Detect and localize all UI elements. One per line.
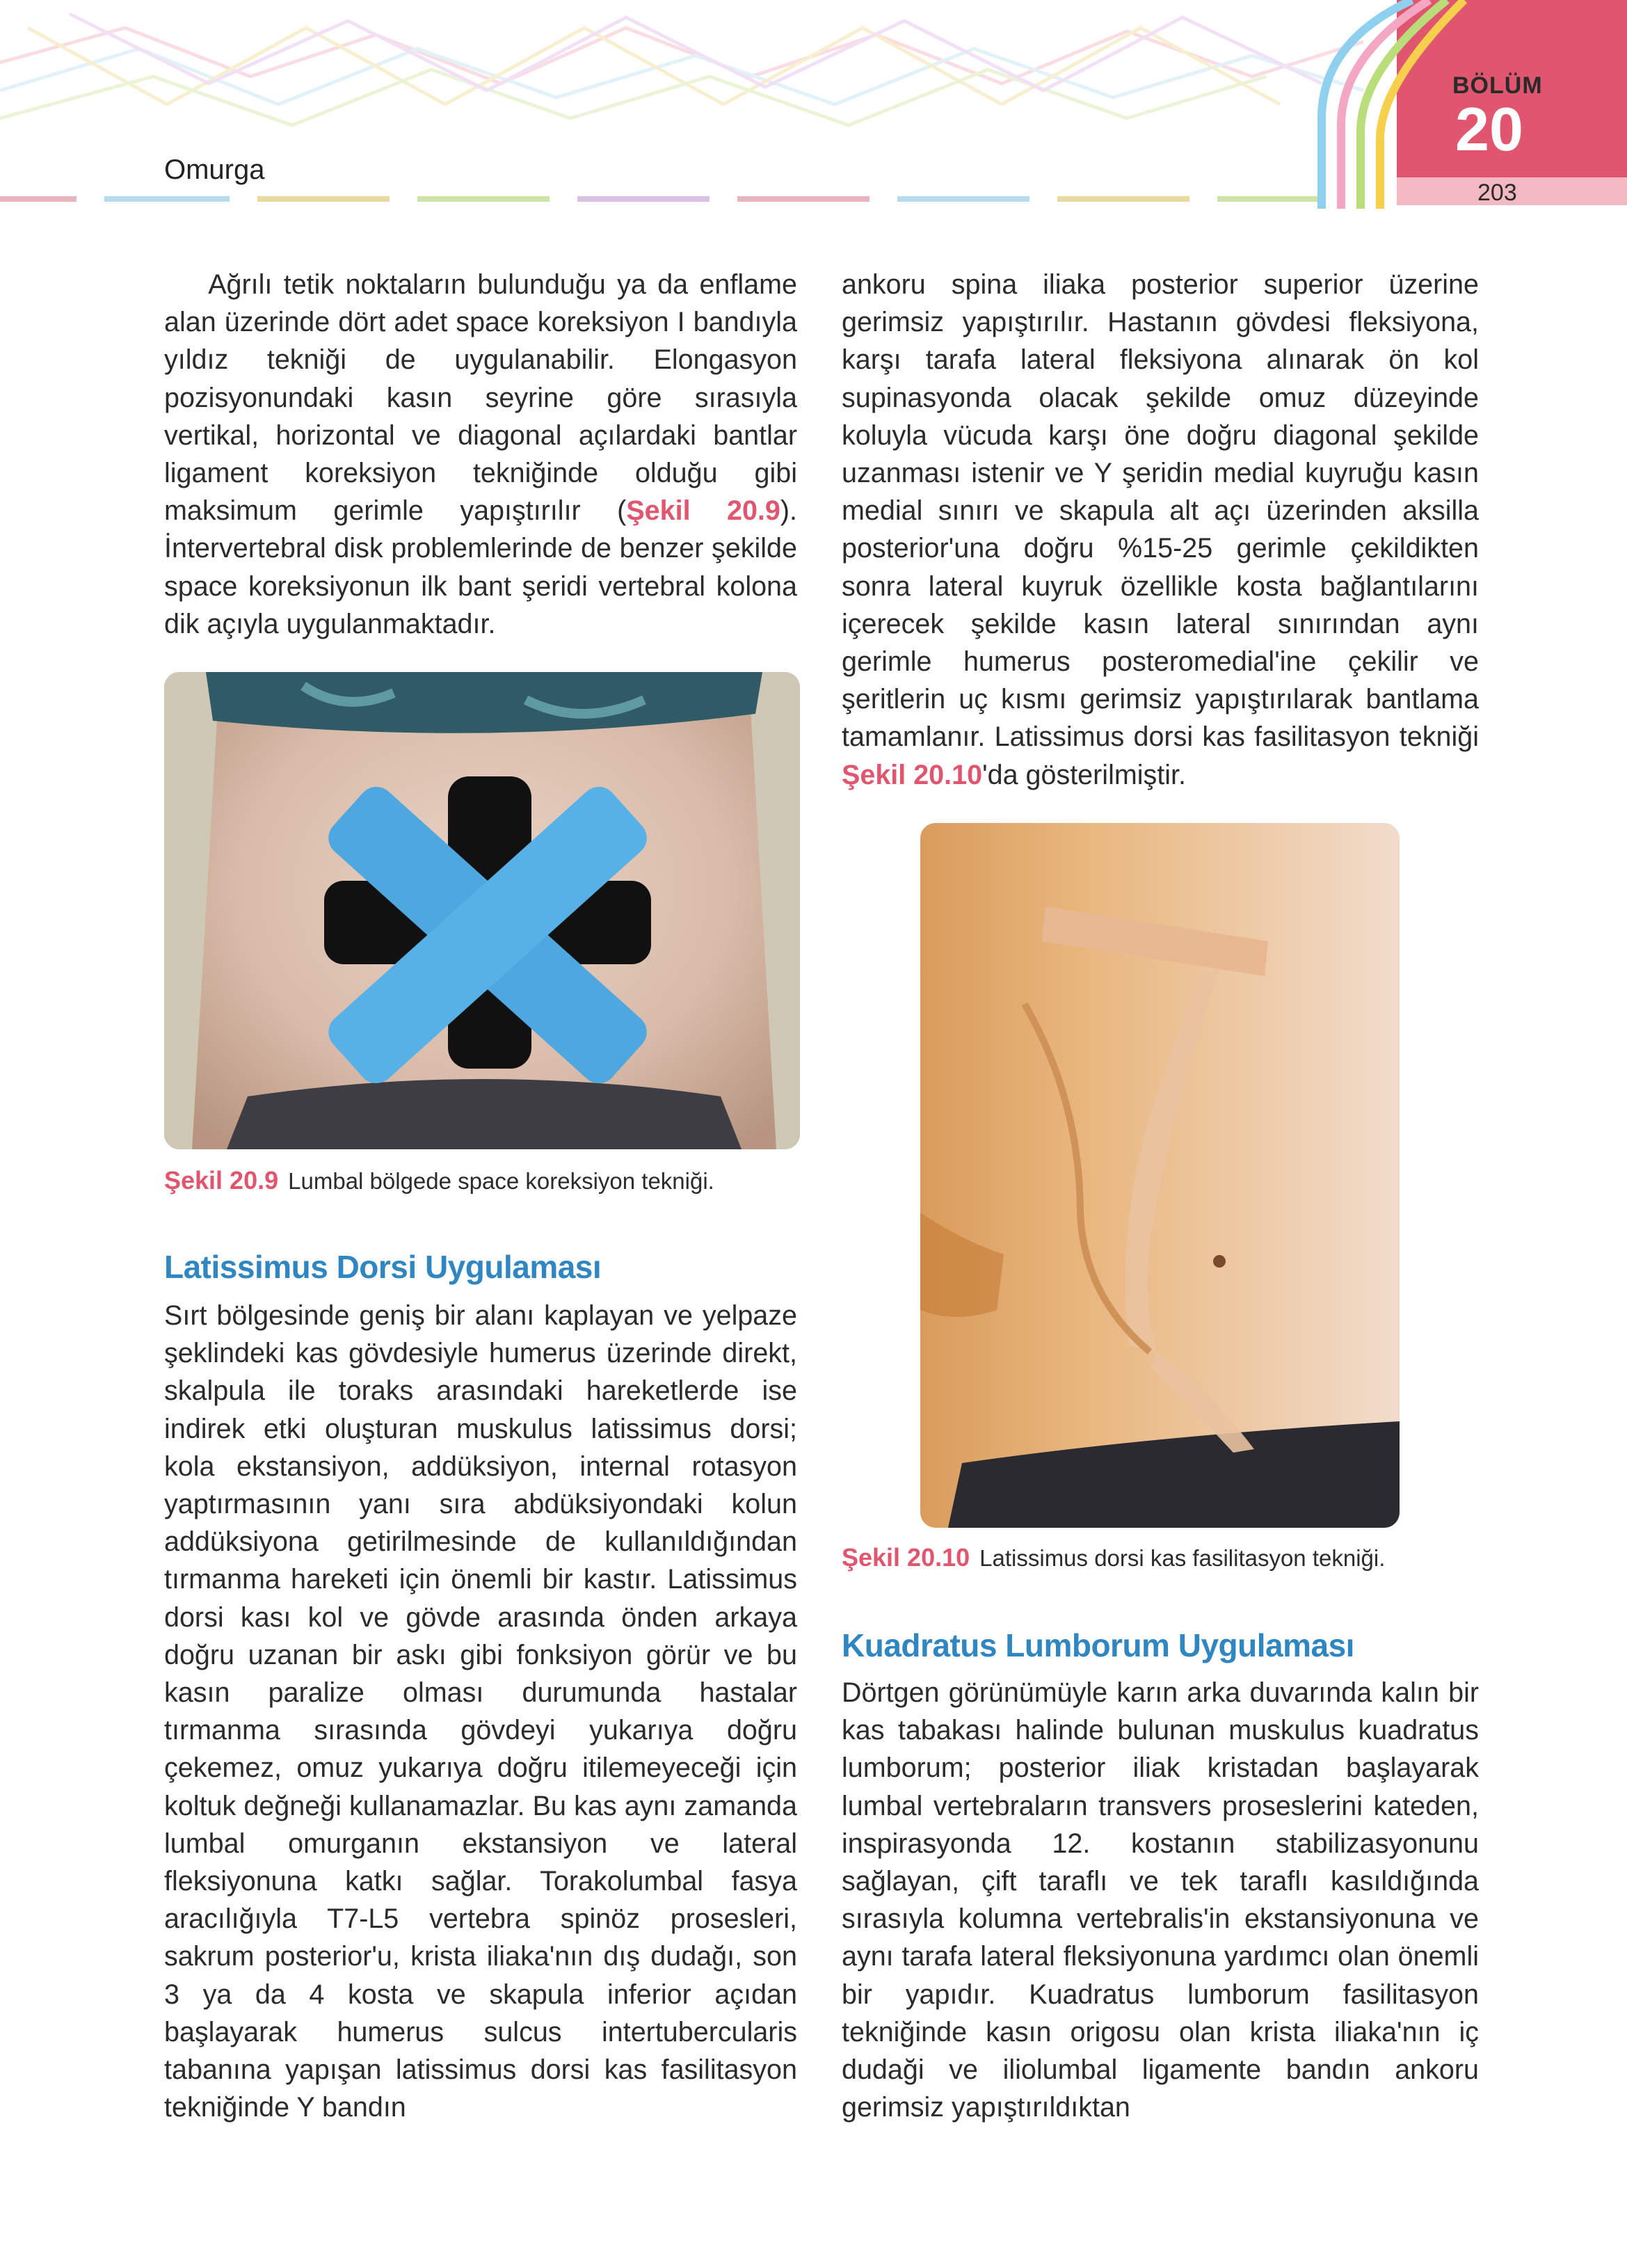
intro-paragraph <box>164 266 797 643</box>
intro-text-2: ). İntervertebral disk problemlerinde de benzer şekilde space koreksiyonun ilk bant şeridi vertebral kolona dik açıyla uygulanmaktadır. <box>164 495 798 639</box>
figure-20-10-photo <box>920 823 1400 1528</box>
figure-20-9-photo <box>164 672 800 1149</box>
heading-latissimus-dorsi: Latissimus Dorsi Uygulaması <box>164 1249 602 1285</box>
page-number: 203 <box>1477 179 1517 206</box>
intro-text-1: Ağrılı tetik noktaların bulunduğu ya da enflame alan üzerinde dört adet space koreksiyon I bandıyla yıldız tekniği de uygulanabilir. Elongasyon pozisyonundaki kasın seyrine göre sırasıyla vertikal, horizontal ve diagonal açılardaki bantlar ligament koreksiyon tekniğinde olduğu gibi maksimum gerimle yapıştırılır ( <box>164 269 797 527</box>
chapter-number: 20 <box>1455 95 1523 163</box>
figure-20-9-caption-text: Lumbal bölgede space koreksiyon tekniği. <box>288 1168 714 1194</box>
figure-reference-20-9: Şekil 20.9 <box>626 495 780 527</box>
header-dashed-rule <box>0 196 1322 202</box>
latissimus-paragraph: Sırt bölgesinde geniş bir alanı kaplayan ve yelpaze şeklindeki kas gövdesiyle humerus üzerinde direkt, skalpula ile toraks arasındaki hareketlerde ise indirek etki oluşturan muskulus latissimus dorsi; kola ekstansiyon, addüksiyon, internal rotasyon yaptırmasının yanı sıra abdüksiyondaki kolun addüksiyona getirilmesinde de kullanıldığından tırmanma hareketi için önemli bir kastır. Latissimus dorsi kası kol ve gövde arasında önden arkaya doğru uzanan bir askı gibi fonksiyon görür ve bu kasın paralize olması durumunda hastalar tırmanma sırasında gövdeyi yukarıya doğru çekemez, omuz yukarıya doğru itilemeyeceği için koltuk değneği kullanamazlar. Bu kas aynı zamanda lumbal omurganın ekstansiyon ve lateral fleksiyonuna katkı sağlar. Torakolumbal fasya aracılığıyla T7-L5 vertebra spinöz prosesleri, sakrum posterior'u, krista iliaka'nın dış dudağı, son 3 ya da 4 kosta ve skapula inferior açıdan başlayarak humerus sulcus intertubercularis tabanına yapışan latissimus dorsi kas fasilitasyon tekniğinde Y bandın <box>164 1300 797 2123</box>
running-head: Omurga <box>164 154 265 185</box>
figure-reference-20-10: Şekil 20.10 <box>842 759 983 790</box>
heading-kuadratus-lumborum: Kuadratus Lumborum Uygulaması <box>842 1627 1354 1663</box>
right-text-1: ankoru spina iliaka posterior superior üzerine gerimsiz yapıştırılır. Hastanın gövdesi fleksiyona, karşı tarafa lateral fleksiyona alınarak ön kol supinasyonda olacak şekilde omuz düzeyinde koluyla vücuda karşı öne doğru diagonal şekilde uzanması istenir ve Y şeridin medial kuyruğu kasın medial sınırı ve skapula alt açı üzerinden aksilla posterior'una doğru %15-25 gerimle çekildikten sonra lateral kuyruk özellikle kosta bağlantılarını içerecek şekilde kasın lateral sınırından aynı gerimle humerus posteromedial'ine çekilir ve şeritlerin uç kısmı gerimsiz yapıştırılarak bantlama tamamlanır. Latissimus dorsi kas fasilitasyon tekniği <box>842 269 1479 753</box>
figure-20-9-caption-number: Şekil 20.9 <box>164 1166 279 1195</box>
right-text-2: 'da gösterilmiştir. <box>982 759 1186 790</box>
chapter-label: BÖLÜM <box>1452 72 1543 99</box>
figure-20-10-caption-number: Şekil 20.10 <box>842 1543 970 1572</box>
right-column-paragraph <box>842 266 1479 794</box>
kuadratus-paragraph: Dörtgen görünümüyle karın arka duvarında kalın bir kas tabakası halinde bulunan muskulus kuadratus lumborum; posterior iliak kristadan başlayarak lumbal vertebraların transvers proseslerini kateden, inspirasyonda 12. kostanın stabilizasyonunu sağlayan, çift taraflı ve tek taraflı kasıldığında sırasıyla kolumna vertebralis'in ekstansiyonuna ve aynı tarafa lateral fleksiyonuna yardımcı olan önemli bir yapıdır. Kuadratus lumborum fasilitasyon tekniğinde kasın origosu olan krista iliaka'nın iç dudaği ve iliolumbal ligamente bandın ankoru gerimsiz yapıştırıldıktan <box>842 1677 1479 2123</box>
figure-20-10-caption-text: Latissimus dorsi kas fasilitasyon tekniği. <box>979 1545 1386 1571</box>
figure-20-9-caption <box>164 1166 714 1195</box>
figure-20-10-caption <box>842 1543 1385 1572</box>
